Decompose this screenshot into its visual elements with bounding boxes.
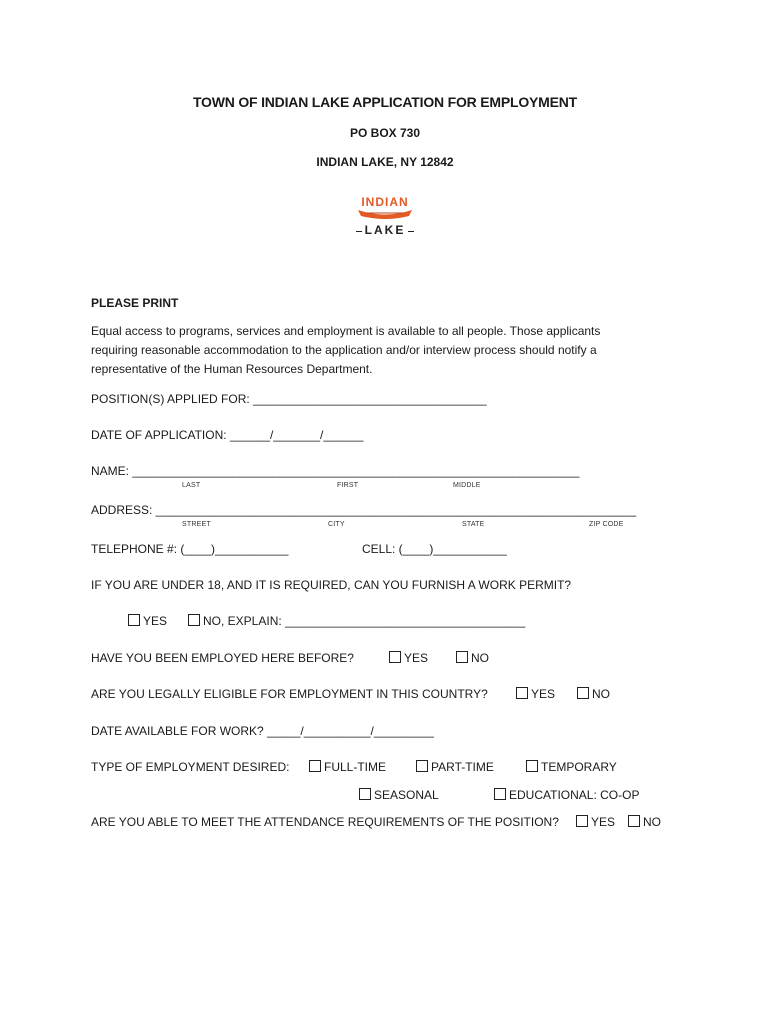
caption-middle: MIDDLE — [453, 482, 481, 489]
option-label: FULL-TIME — [324, 760, 387, 774]
caption-first: FIRST — [337, 482, 359, 489]
checkbox[interactable] — [128, 614, 140, 626]
eligible-question: ARE YOU LEGALLY ELIGIBLE FOR EMPLOYMENT IN THIS COUNTRY? — [91, 687, 488, 701]
attendance-no-option[interactable] — [628, 815, 661, 829]
employed-before-question: HAVE YOU BEEN EMPLOYED HERE BEFORE? — [91, 651, 354, 665]
intro-line: representative of the Human Resources Department. — [91, 362, 373, 376]
option-label: NO — [592, 687, 610, 701]
permit-no-option[interactable] — [188, 614, 525, 628]
indian-lake-logo — [354, 193, 416, 243]
checkbox[interactable] — [576, 815, 588, 827]
logo-dash-left — [356, 231, 362, 232]
intro-line: Equal access to programs, services and employment is available to all people. Those applicants — [91, 324, 601, 338]
cell-field[interactable]: CELL: (____)___________ — [362, 542, 507, 556]
logo-top-word: INDIAN — [361, 195, 409, 209]
date-available-field[interactable]: DATE AVAILABLE FOR WORK? _____/__________/_________ — [91, 724, 434, 738]
employment-type-question: TYPE OF EMPLOYMENT DESIRED: — [91, 760, 290, 774]
type-full-time-option[interactable] — [309, 760, 386, 774]
checkbox[interactable] — [494, 788, 506, 800]
eligible-no-option[interactable] — [577, 687, 610, 701]
checkbox[interactable] — [456, 651, 468, 663]
city-line: INDIAN LAKE, NY 12842 — [316, 155, 454, 169]
type-part-time-option[interactable] — [416, 760, 494, 774]
attendance-question: ARE YOU ABLE TO MEET THE ATTENDANCE REQUIREMENTS OF THE POSITION? — [91, 815, 559, 829]
caption-city: CITY — [328, 521, 345, 528]
caption-state: STATE — [462, 521, 485, 528]
checkbox[interactable] — [516, 687, 528, 699]
checkbox[interactable] — [526, 760, 538, 772]
option-label: TEMPORARY — [541, 760, 617, 774]
canoe-icon — [357, 207, 413, 221]
address-field[interactable]: ADDRESS: ________________________________________________________________________ — [91, 503, 637, 517]
employed-yes-option[interactable] — [389, 651, 428, 665]
checkbox[interactable] — [577, 687, 589, 699]
telephone-field[interactable]: TELEPHONE #: (____)___________ — [91, 542, 289, 556]
attendance-yes-option[interactable] — [576, 815, 615, 829]
name-field[interactable]: NAME: ___________________________________________________________________ — [91, 464, 580, 478]
checkbox[interactable] — [309, 760, 321, 772]
type-seasonal-option[interactable] — [359, 788, 439, 802]
option-label: NO, EXPLAIN: ____________________________________ — [203, 614, 526, 628]
permit-yes-option[interactable] — [128, 614, 167, 628]
logo-dash-right — [408, 231, 414, 232]
checkbox[interactable] — [389, 651, 401, 663]
position-field[interactable]: POSITION(S) APPLIED FOR: ___________________________________ — [91, 392, 487, 406]
type-educational-option[interactable] — [494, 788, 639, 802]
intro-line: requiring reasonable accommodation to the application and/or interview process should notify a — [91, 343, 597, 357]
type-temporary-option[interactable] — [526, 760, 617, 774]
intro-paragraph — [91, 322, 681, 379]
checkbox[interactable] — [188, 614, 200, 626]
checkbox[interactable] — [416, 760, 428, 772]
po-box: PO BOX 730 — [349, 126, 421, 140]
checkbox[interactable] — [628, 815, 640, 827]
option-label: YES — [531, 687, 556, 701]
option-label: PART-TIME — [431, 760, 494, 774]
logo-bottom-word: LAKE — [364, 223, 406, 237]
option-label: YES — [404, 651, 429, 665]
option-label: NO — [471, 651, 489, 665]
date-of-application-field[interactable]: DATE OF APPLICATION: ______/_______/______ — [91, 428, 364, 442]
work-permit-question: IF YOU ARE UNDER 18, AND IT IS REQUIRED, CAN YOU FURNISH A WORK PERMIT? — [91, 578, 572, 592]
caption-zip: ZIP CODE — [589, 521, 624, 528]
option-label: NO — [643, 815, 661, 829]
eligible-yes-option[interactable] — [516, 687, 555, 701]
option-label: SEASONAL — [374, 788, 439, 802]
option-label: YES — [591, 815, 616, 829]
please-print: PLEASE PRINT — [91, 296, 179, 310]
option-label: EDUCATIONAL: CO-OP — [509, 788, 640, 802]
option-label: YES — [143, 614, 168, 628]
caption-last: LAST — [182, 482, 201, 489]
employed-no-option[interactable] — [456, 651, 489, 665]
form-title: TOWN OF INDIAN LAKE APPLICATION FOR EMPLOYMENT — [192, 94, 578, 110]
checkbox[interactable] — [359, 788, 371, 800]
caption-street: STREET — [182, 521, 211, 528]
